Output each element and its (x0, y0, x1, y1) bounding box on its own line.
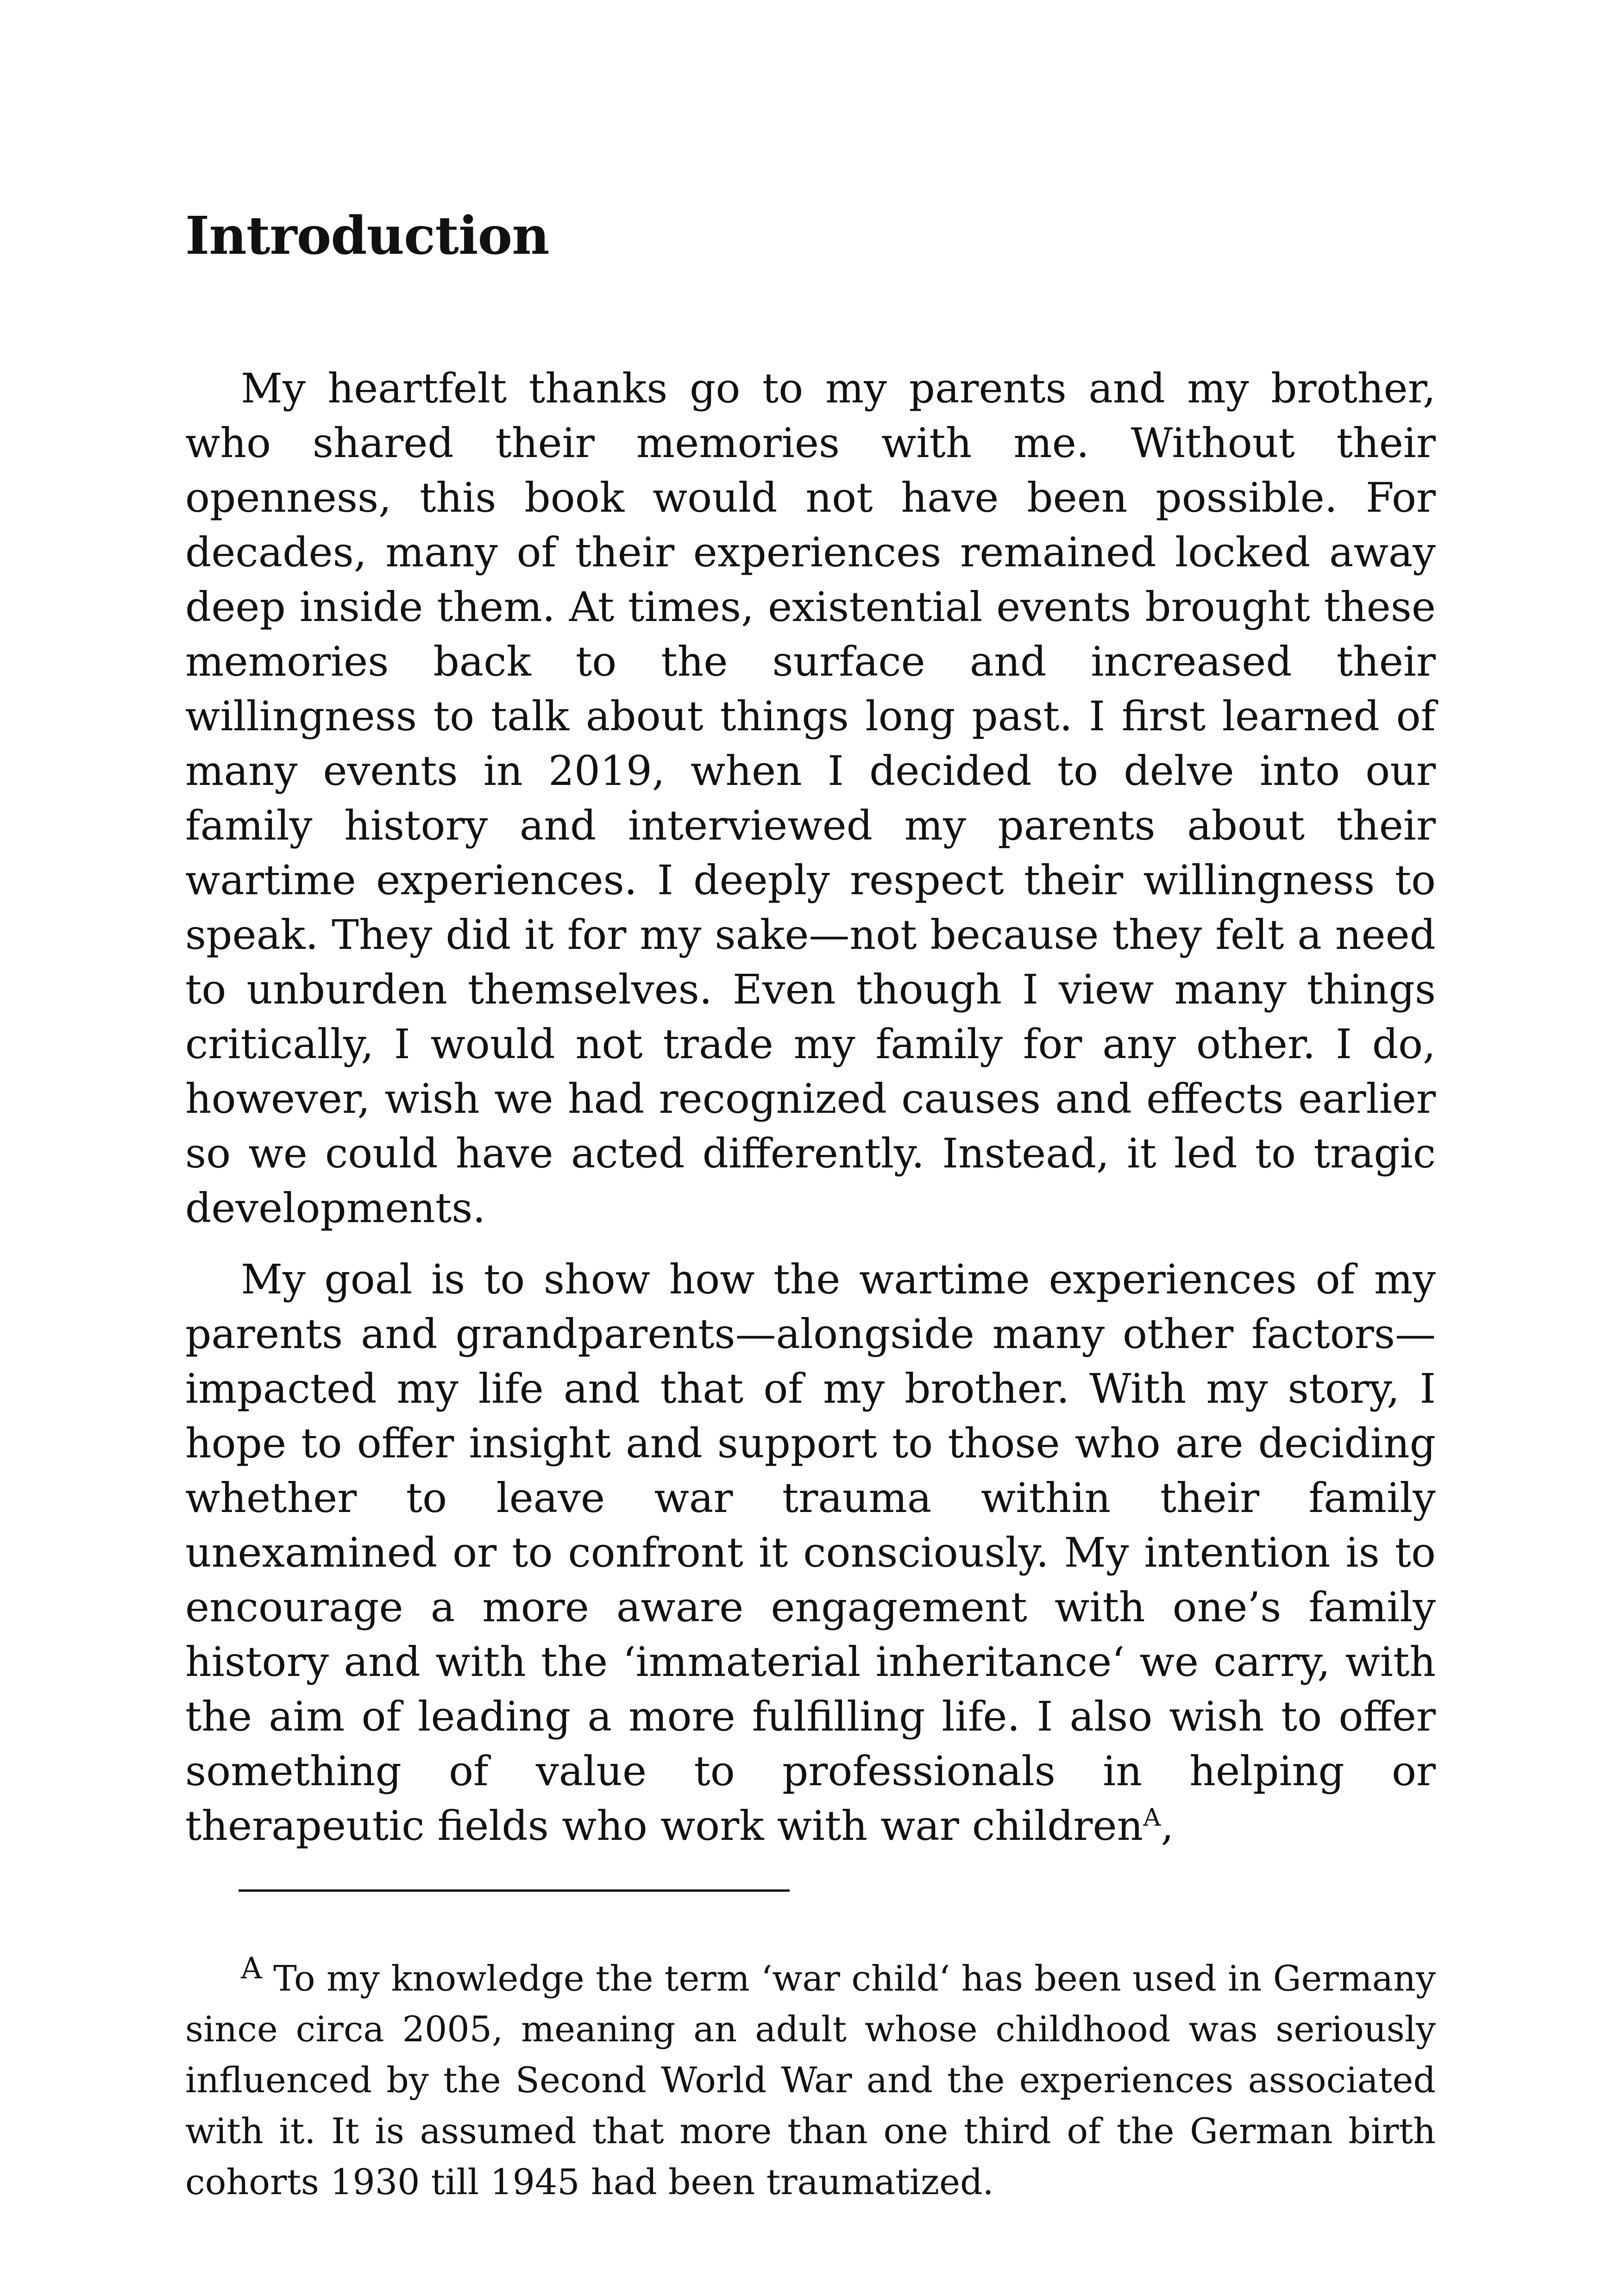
footnote-text: To my knowledge the term ‘war child‘ has been used in Germany since circa 2005, meaning an adult whose childhood was seriously influenced by the Second World War and the experiences associated with it. It is assumed that more than one third of the German birth cohorts 1930 till 1945 had been traumatized. (185, 1957, 1436, 2203)
document-page (185, 204, 1436, 2243)
footnote-marker: A (241, 1951, 262, 1985)
footnote (185, 1943, 1436, 2208)
paragraph-2-trailing: , (1161, 1802, 1174, 1850)
paragraph-2 (185, 1252, 1436, 1853)
footnote-reference: A (1143, 1803, 1161, 1832)
paragraph-1: My heartfelt thanks go to my parents and my brother, who shared their memories with me. Without their openness, this book would not have been possible. For decades, many of their experiences remained locked away deep inside them. At times, existential events brought these memories back to the surface and increased their willingness to talk about things long past. I first learned of many events in 2019, when I decided to delve into our family history and interviewed my parents about their wartime experiences. I deeply respect their willingness to speak. They did it for my sake—not because they felt a need to unburden themselves. Even though I view many things critically, I would not trade my family for any other. I do, however, wish we had recognized causes and effects earlier so we could have acted differently. Instead, it led to tragic developments. (185, 364, 1436, 1232)
paragraph-2-text: My goal is to show how the wartime experiences of my parents and grandparents—alongside many other factors—impacted my life and that of my brother. With my story, I hope to offer insight and support to those who are deciding whether to leave war trauma within their family unexamined or to confront it consciously. My intention is to encourage a more aware engagement with one’s family history and with the ‘immaterial inheritance‘ we carry, with the aim of leading a more fulfilling life. I also wish to offer something of value to professionals in helping or therapeutic fields who work with war children (185, 1255, 1436, 1850)
footnote-separator (239, 1889, 790, 1892)
chapter-heading: Introduction (185, 206, 549, 266)
